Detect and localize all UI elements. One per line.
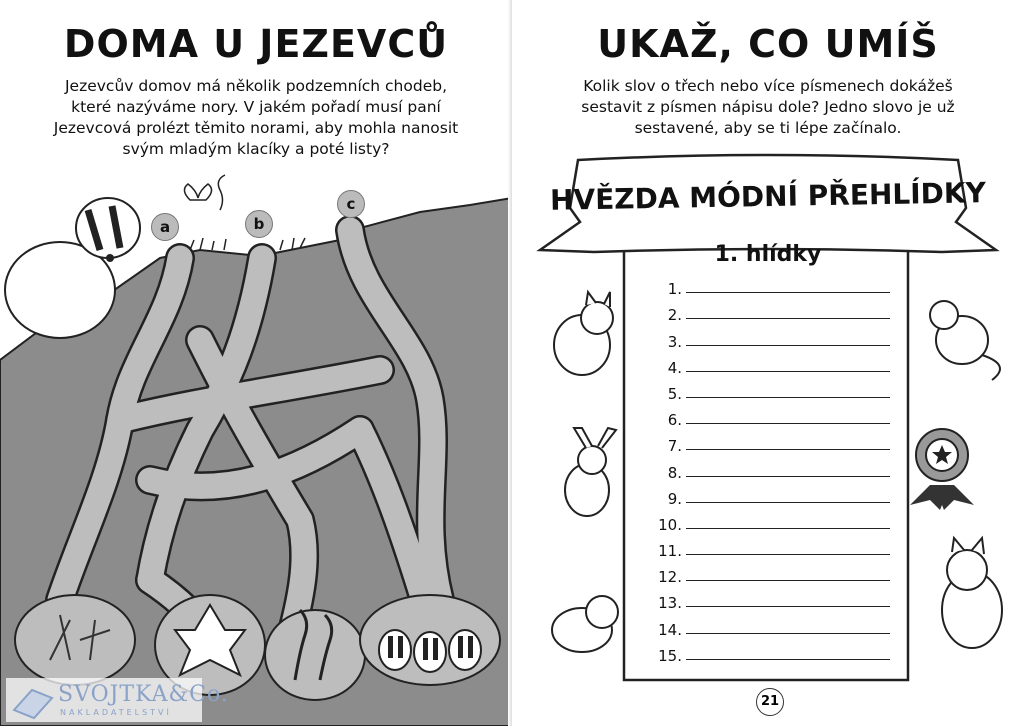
writing-rule: [686, 423, 890, 424]
intro-line: svým mladým klacíky a poté listy?: [122, 140, 390, 158]
answer-line[interactable]: [650, 612, 890, 638]
writing-rule: [686, 633, 890, 634]
entrance-label-c: c: [337, 190, 365, 218]
answer-line[interactable]: [650, 377, 890, 403]
line-number: 6.: [667, 411, 682, 430]
logo-brand: SVOJTKA&Co.: [58, 682, 229, 707]
line-number: 14.: [658, 620, 682, 639]
answer-line[interactable]: [650, 272, 890, 298]
answer-line[interactable]: [650, 324, 890, 350]
answer-line[interactable]: [650, 429, 890, 455]
answer-line[interactable]: [650, 639, 890, 665]
answer-line[interactable]: [650, 534, 890, 560]
writing-rule: [686, 528, 890, 529]
line-number: 1.: [667, 280, 682, 299]
word-game-title: UKAŽ, CO UMÍŠ: [597, 22, 939, 66]
logo-subtitle: NAKLADATELSTVÍ: [60, 708, 172, 717]
intro-line: sestavené, aby se ti lépe začínalo.: [634, 119, 902, 137]
example-word: 1. hlídky: [714, 242, 822, 267]
intro-line: které nazýváme nory. V jakém pořadí musí paní: [71, 98, 441, 116]
line-number: 7.: [667, 437, 682, 456]
answer-line[interactable]: [650, 508, 890, 534]
intro-line: sestavit z písmen nápisu dole? Jedno slovo je už: [581, 98, 955, 116]
line-number: 13.: [658, 594, 682, 613]
answer-line[interactable]: [650, 455, 890, 481]
line-number: 8.: [667, 463, 682, 482]
writing-rule: [686, 606, 890, 607]
writing-rule: [686, 318, 890, 319]
entrance-label-a: a: [151, 213, 179, 241]
line-number: 9.: [667, 489, 682, 508]
answer-line[interactable]: [650, 351, 890, 377]
line-number: 5.: [667, 384, 682, 403]
chamber-sticks: [15, 595, 135, 685]
line-number: 4.: [667, 358, 682, 377]
line-number: 12.: [658, 568, 682, 587]
answer-lines: [650, 272, 890, 665]
page-number: 21: [756, 688, 784, 716]
answer-line[interactable]: [650, 560, 890, 586]
answer-line[interactable]: [650, 586, 890, 612]
writing-rule: [686, 371, 890, 372]
writing-rule: [686, 476, 890, 477]
publisher-logo: [6, 678, 229, 722]
rosette-badge: [910, 429, 974, 510]
intro-line: Jezevcův domov má několik podzemních chodeb,: [64, 77, 447, 95]
maze-title: DOMA U JEZEVCŮ: [63, 22, 449, 66]
answer-line[interactable]: [650, 403, 890, 429]
line-number: 15.: [658, 646, 682, 665]
answer-line[interactable]: [650, 482, 890, 508]
line-number: 10.: [658, 515, 682, 534]
right-page: [512, 0, 1024, 726]
writing-rule: [686, 345, 890, 346]
intro-line: Jezevcová prolézt těmito norami, aby mohla nanosit: [53, 119, 459, 137]
line-number: 2.: [667, 306, 682, 325]
writing-rule: [686, 554, 890, 555]
writing-rule: [686, 449, 890, 450]
writing-rule: [686, 580, 890, 581]
intro-line: Kolik slov o třech nebo více písmenech dokážeš: [583, 77, 953, 95]
line-number: 11.: [658, 542, 682, 561]
banner-title: HVĚZDA MÓDNÍ PŘEHLÍDKY: [549, 176, 987, 217]
writing-rule: [686, 397, 890, 398]
entrance-label-b: b: [245, 210, 273, 238]
writing-rule: [686, 659, 890, 660]
logo-book-icon: [10, 680, 56, 720]
line-number: 3.: [667, 332, 682, 351]
chamber-worms: [265, 610, 365, 700]
writing-rule: [686, 292, 890, 293]
writing-rule: [686, 502, 890, 503]
answer-line[interactable]: [650, 298, 890, 324]
